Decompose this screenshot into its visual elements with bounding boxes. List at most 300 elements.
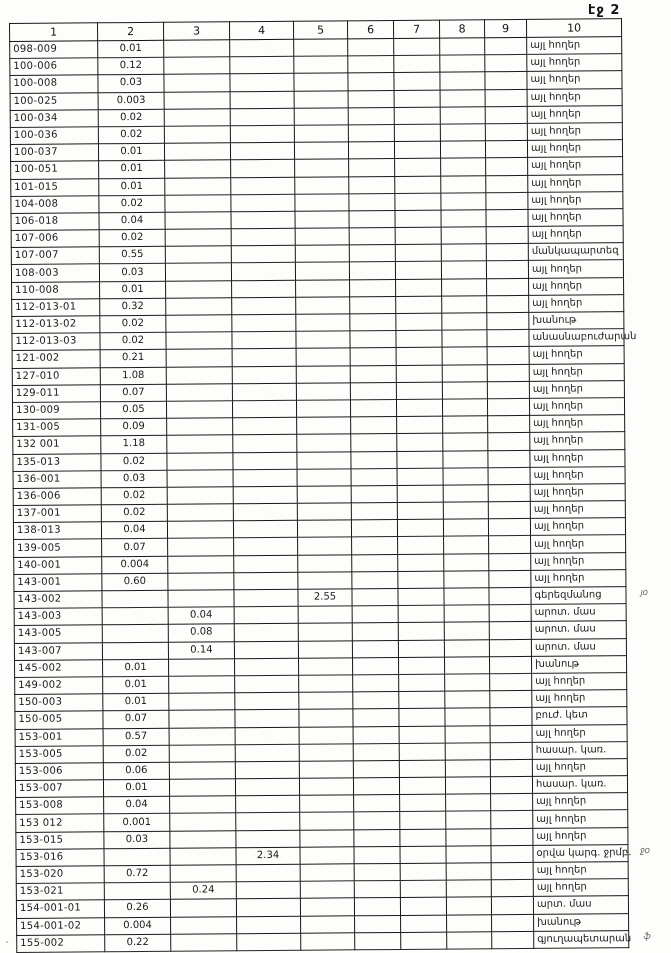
area-col2-cell: 0.26 [104, 900, 170, 918]
empty-col8-cell [440, 55, 485, 73]
empty-col8-cell [446, 811, 491, 829]
area-col5-cell [300, 829, 354, 847]
land-use-cell: այլ հողեր [527, 105, 622, 123]
area-col4-cell [234, 555, 298, 573]
area-col4-cell [235, 675, 299, 693]
empty-col6-cell [348, 73, 394, 91]
empty-col9-cell [489, 570, 531, 588]
empty-col6-cell [351, 485, 397, 503]
land-use-cell: այլ հողեր [527, 71, 622, 89]
column-header-3: 3 [163, 22, 229, 41]
land-use-cell: խանութ [529, 312, 624, 330]
area-col3-cell [165, 212, 231, 230]
area-col3-cell [164, 57, 230, 75]
area-col2-cell: 0.02 [101, 487, 167, 505]
land-use-cell: մանկապարտեզ [528, 243, 623, 261]
parcel-code-cell: 110-008 [12, 281, 100, 299]
table-row [17, 930, 629, 952]
area-col5-cell [299, 726, 353, 744]
land-use-cell: այլ հողեր [530, 449, 625, 467]
empty-col9-cell [486, 158, 528, 176]
empty-col8-cell [446, 794, 491, 812]
empty-col7-cell [395, 158, 441, 176]
area-col3-cell [167, 487, 233, 505]
parcel-code-cell: 137-001 [13, 505, 101, 523]
area-col2-cell: 0.003 [98, 92, 164, 110]
area-col5-cell [295, 262, 349, 280]
area-col3-cell: 0.24 [170, 882, 236, 900]
empty-col9-cell [492, 914, 534, 932]
parcel-code-cell: 139-005 [14, 539, 102, 557]
empty-col9-cell [490, 759, 532, 777]
area-col5-cell [298, 572, 352, 590]
area-col4-cell [230, 142, 294, 160]
empty-col7-cell [396, 382, 442, 400]
empty-col8-cell [443, 485, 488, 503]
area-col2-cell [104, 848, 170, 866]
empty-col9-cell [485, 89, 527, 107]
area-col5-cell [298, 623, 352, 641]
area-col4-cell [235, 692, 299, 710]
area-col2-cell: 0.01 [98, 143, 164, 161]
empty-col7-cell [397, 416, 443, 434]
area-col2-cell: 0.60 [102, 573, 168, 591]
empty-col7-cell [395, 262, 441, 280]
empty-col6-cell [351, 503, 397, 521]
area-col2-cell: 0.09 [101, 418, 167, 436]
area-col2-cell: 0.02 [103, 745, 169, 763]
empty-col6-cell [351, 417, 397, 435]
empty-col9-cell [487, 278, 529, 296]
parcel-code-cell: 153 012 [16, 814, 104, 832]
area-col2-cell: 0.32 [100, 298, 166, 316]
area-col3-cell [164, 143, 230, 161]
area-col4-cell [236, 795, 300, 813]
land-use-cell: այլ հողեր [528, 191, 623, 209]
empty-col7-cell [400, 880, 446, 898]
area-col5-cell [299, 744, 353, 762]
parcel-code-cell: 100-036 [10, 127, 98, 145]
area-col2-cell: 0.02 [100, 315, 166, 333]
empty-col7-cell [394, 55, 440, 73]
empty-col6-cell [348, 56, 394, 74]
area-col3-cell [169, 710, 235, 728]
empty-col9-cell [486, 261, 528, 279]
empty-col8-cell [444, 536, 489, 554]
land-use-cell: այլ հողեր [530, 501, 625, 519]
area-col4-cell [233, 486, 297, 504]
empty-col9-cell [489, 587, 531, 605]
area-col2-cell: 0.02 [101, 453, 167, 471]
area-col2-cell: 0.004 [102, 556, 168, 574]
area-col2-cell: 0.02 [99, 229, 165, 247]
area-col4-cell [232, 400, 296, 418]
area-col5-cell [299, 761, 353, 779]
empty-col9-cell [491, 897, 533, 915]
area-col3-cell [166, 315, 232, 333]
area-col4-cell [233, 521, 297, 539]
empty-col8-cell [446, 897, 491, 915]
empty-col9-cell [490, 691, 532, 709]
empty-col7-cell [395, 244, 441, 262]
area-col3-cell [167, 504, 233, 522]
area-col4-cell [234, 572, 298, 590]
empty-col9-cell [487, 312, 529, 330]
empty-col8-cell [445, 691, 490, 709]
area-col3-cell [166, 298, 232, 316]
area-col2-cell: 0.04 [99, 212, 165, 230]
empty-col9-cell [486, 226, 528, 244]
empty-col6-cell [353, 778, 399, 796]
area-col4-cell [233, 435, 297, 453]
empty-col6-cell [353, 709, 399, 727]
area-col2-cell: 0.01 [103, 693, 169, 711]
empty-col9-cell [487, 398, 529, 416]
area-col4-cell [232, 383, 296, 401]
parcel-code-cell: 135-013 [13, 453, 101, 471]
parcel-code-cell: 100-008 [10, 75, 98, 93]
area-col2-cell: 0.02 [98, 109, 164, 127]
area-col5-cell [294, 142, 348, 160]
land-use-cell: այլ հողեր [532, 673, 627, 691]
area-col3-cell [164, 40, 230, 58]
empty-col9-cell [488, 450, 530, 468]
empty-col9-cell [488, 519, 530, 537]
area-col4-cell [231, 194, 295, 212]
empty-col6-cell [349, 210, 395, 228]
parcel-code-cell: 143-001 [14, 574, 102, 592]
area-col3-cell [164, 109, 230, 127]
land-use-cell: արոտ. մաս [531, 638, 626, 656]
area-col3-cell [168, 555, 234, 573]
area-col2-cell: 0.04 [104, 797, 170, 815]
empty-col7-cell [399, 674, 445, 692]
empty-col7-cell [394, 72, 440, 90]
area-col5-cell [300, 881, 354, 899]
area-col5-cell [298, 606, 352, 624]
area-col5-cell [296, 279, 350, 297]
parcel-code-cell: 136-001 [13, 470, 101, 488]
empty-col7-cell [400, 794, 446, 812]
empty-col7-cell [394, 124, 440, 142]
empty-col9-cell [485, 123, 527, 141]
area-col5-cell: 2.55 [298, 589, 352, 607]
parcel-code-cell: 154-001-02 [17, 917, 105, 935]
empty-col9-cell [490, 776, 532, 794]
area-col5-cell [297, 486, 351, 504]
land-use-cell: այլ հողեր [528, 226, 623, 244]
area-col5-cell [296, 314, 350, 332]
empty-col6-cell [351, 434, 397, 452]
empty-col8-cell [440, 72, 485, 90]
area-col3-cell [168, 573, 234, 591]
empty-col6-cell [354, 846, 400, 864]
land-parcel-table [9, 18, 651, 953]
empty-col9-cell [489, 605, 531, 623]
empty-col9-cell [489, 656, 531, 674]
parcel-code-cell: 153-006 [15, 763, 103, 781]
parcel-code-cell: 100-034 [10, 110, 98, 128]
area-col2-cell: 1.18 [101, 436, 167, 454]
area-col2-cell: 0.07 [102, 539, 168, 557]
land-use-cell: այլ հողեր [527, 88, 622, 106]
parcel-code-cell: 138-013 [13, 522, 101, 540]
land-use-cell: այլ հողեր [532, 724, 627, 742]
area-col2-cell: 0.02 [100, 332, 166, 350]
empty-col8-cell [445, 674, 490, 692]
empty-col7-cell [397, 485, 443, 503]
area-col4-cell [232, 349, 296, 367]
empty-col9-cell [487, 347, 529, 365]
empty-col6-cell [349, 176, 395, 194]
empty-col8-cell [445, 725, 490, 743]
empty-col6-cell [349, 245, 395, 263]
empty-col8-cell [446, 828, 491, 846]
empty-col7-cell [400, 846, 446, 864]
land-use-cell: այլ հողեր [532, 690, 627, 708]
empty-col8-cell [446, 863, 491, 881]
empty-col7-cell [396, 313, 442, 331]
parcel-code-cell: 127-010 [12, 367, 100, 385]
area-col2-cell: 0.05 [100, 401, 166, 419]
area-col2-cell: 0.004 [105, 917, 171, 935]
empty-col9-cell [490, 708, 532, 726]
land-use-cell: օրվա կարգ. ջրմբ. ջօ [533, 844, 628, 862]
area-col5-cell [297, 434, 351, 452]
area-col5-cell [295, 159, 349, 177]
empty-col7-cell [400, 812, 446, 830]
land-use-cell: արոտ. մաս [531, 604, 626, 622]
empty-col6-cell [353, 674, 399, 692]
area-col2-cell: 0.02 [98, 126, 164, 144]
area-col4-cell [235, 710, 299, 728]
area-col5-cell [296, 400, 350, 418]
area-col3-cell: 0.04 [168, 607, 234, 625]
land-use-cell: խանութ [531, 655, 626, 673]
empty-col8-cell [444, 553, 489, 571]
empty-col7-cell [400, 829, 446, 847]
empty-col8-cell [440, 107, 485, 125]
area-col2-cell: 0.07 [103, 711, 169, 729]
column-header-4: 4 [229, 21, 293, 40]
area-col4-cell [236, 864, 300, 882]
empty-col7-cell [397, 519, 443, 537]
empty-col8-cell [445, 742, 490, 760]
page-number-label: էջ 2 [588, 3, 621, 18]
empty-col8-cell [442, 313, 487, 331]
empty-col9-cell [488, 467, 530, 485]
empty-col7-cell [394, 90, 440, 108]
parcel-code-cell: 100-051 [11, 161, 99, 179]
parcel-code-cell: 108-003 [11, 264, 99, 282]
parcel-code-cell: 107-007 [11, 247, 99, 265]
area-col2-cell [102, 607, 168, 625]
land-use-cell: այլ հողեր [527, 54, 622, 72]
area-col5-cell [298, 640, 352, 658]
area-col5-cell [296, 297, 350, 315]
column-header-6: 6 [347, 20, 393, 38]
empty-col6-cell [354, 898, 400, 916]
empty-col6-cell [352, 571, 398, 589]
empty-col9-cell [491, 880, 533, 898]
empty-col6-cell [351, 520, 397, 538]
parcel-code-cell: 150-003 [15, 694, 103, 712]
empty-col7-cell [397, 451, 443, 469]
land-use-cell: խանութ [534, 913, 629, 931]
area-col5-cell [299, 709, 353, 727]
parcel-code-cell: 136-006 [13, 488, 101, 506]
area-col5-cell [299, 692, 353, 710]
empty-col8-cell [441, 227, 486, 245]
land-use-cell: այլ հողեր [531, 552, 626, 570]
area-col2-cell: 0.01 [100, 281, 166, 299]
land-use-cell: այլ հողեր [531, 535, 626, 553]
column-header-8: 8 [439, 20, 484, 38]
area-col2-cell: 0.01 [99, 161, 165, 179]
empty-col6-cell [353, 692, 399, 710]
empty-col9-cell [487, 330, 529, 348]
empty-col9-cell [492, 931, 534, 949]
empty-col9-cell [488, 433, 530, 451]
land-use-cell: այլ հողեր [533, 810, 628, 828]
area-col4-cell [234, 606, 298, 624]
parcel-code-cell: 100-006 [10, 58, 98, 76]
empty-col6-cell [351, 468, 397, 486]
empty-col9-cell [485, 141, 527, 159]
parcel-code-cell: 153-015 [16, 831, 104, 849]
land-use-cell: այլ հողեր [531, 569, 626, 587]
area-col4-cell: 2.34 [236, 847, 300, 865]
empty-col6-cell [350, 382, 396, 400]
empty-col6-cell [350, 279, 396, 297]
empty-col8-cell [440, 141, 485, 159]
empty-col6-cell [352, 606, 398, 624]
area-col3-cell [171, 933, 237, 951]
empty-col7-cell [398, 640, 444, 658]
empty-col6-cell [350, 331, 396, 349]
land-use-cell: այլ հողեր [530, 518, 625, 536]
area-col4-cell [234, 589, 298, 607]
land-use-cell: այլ հողեր [530, 415, 625, 433]
parcel-code-cell: 154-001-01 [16, 900, 104, 918]
column-header-10: 10 [526, 19, 621, 38]
empty-col9-cell [489, 553, 531, 571]
empty-col7-cell [395, 210, 441, 228]
empty-col8-cell [446, 846, 491, 864]
area-col5-cell [300, 864, 354, 882]
empty-col8-cell [442, 399, 487, 417]
empty-col9-cell [486, 175, 528, 193]
empty-col9-cell [488, 484, 530, 502]
area-col3-cell [169, 779, 235, 797]
area-col5-cell [298, 658, 352, 676]
area-col4-cell [230, 91, 294, 109]
parcel-code-cell: 143-007 [14, 642, 102, 660]
area-col2-cell: 0.55 [99, 247, 165, 265]
empty-col8-cell [444, 656, 489, 674]
area-col4-cell [230, 74, 294, 92]
parcel-code-cell: 129-011 [12, 385, 100, 403]
empty-col9-cell [491, 811, 533, 829]
parcel-code-cell: 112-013-01 [12, 299, 100, 317]
empty-col6-cell [352, 554, 398, 572]
area-col4-cell [235, 744, 299, 762]
empty-col6-cell [354, 829, 400, 847]
area-col4-cell [232, 297, 296, 315]
parcel-code-cell: 143-002 [14, 591, 102, 609]
empty-col9-cell [487, 381, 529, 399]
area-col5-cell [297, 520, 351, 538]
empty-col9-cell [485, 55, 527, 73]
area-col5-cell [300, 847, 354, 865]
empty-col7-cell [399, 777, 445, 795]
area-col3-cell: 0.08 [168, 624, 234, 642]
area-col5-cell [300, 812, 354, 830]
area-col2-cell: 0.06 [103, 762, 169, 780]
area-col4-cell [237, 933, 301, 951]
empty-col6-cell [352, 640, 398, 658]
parcel-code-cell: 153-007 [15, 780, 103, 798]
area-col2-cell: 0.21 [100, 350, 166, 368]
empty-col7-cell [398, 657, 444, 675]
area-col2-cell: 0.03 [101, 470, 167, 488]
area-col4-cell [233, 417, 297, 435]
land-use-cell: այլ հողեր [529, 277, 624, 295]
area-col3-cell: 0.14 [168, 641, 234, 659]
area-col5-cell [296, 331, 350, 349]
area-col5-cell [301, 915, 355, 933]
area-col4-cell [234, 624, 298, 642]
parcel-code-cell: 155-002 [17, 935, 105, 953]
area-col5-cell [294, 39, 348, 57]
empty-col6-cell [349, 193, 395, 211]
area-col5-cell [294, 73, 348, 91]
empty-col6-cell [355, 915, 401, 933]
area-col3-cell [170, 796, 236, 814]
empty-col6-cell [354, 795, 400, 813]
area-col4-cell [236, 881, 300, 899]
land-use-cell: այլ հողեր [533, 862, 628, 880]
empty-col7-cell [398, 605, 444, 623]
empty-col8-cell [444, 622, 489, 640]
empty-col8-cell [443, 502, 488, 520]
empty-col7-cell [396, 296, 442, 314]
empty-col9-cell [489, 622, 531, 640]
empty-col8-cell [444, 571, 489, 589]
land-use-cell: այլ հողեր [529, 398, 624, 416]
area-col3-cell [166, 280, 232, 298]
area-col4-cell [231, 160, 295, 178]
area-col3-cell [165, 194, 231, 212]
area-col2-cell: 0.03 [104, 831, 170, 849]
empty-col8-cell [443, 416, 488, 434]
handwritten-margin-note: յօ [640, 588, 648, 599]
area-col2-cell [104, 882, 170, 900]
empty-col9-cell [490, 673, 532, 691]
empty-col9-cell [486, 209, 528, 227]
empty-col7-cell [398, 554, 444, 572]
area-col5-cell [295, 245, 349, 263]
empty-col9-cell [485, 72, 527, 90]
land-use-cell: գյուղապետարան ֆ [534, 930, 629, 948]
land-use-cell: այլ հողեր [527, 37, 622, 55]
area-col5-cell [297, 503, 351, 521]
area-col2-cell: 0.01 [98, 40, 164, 58]
area-col3-cell [167, 435, 233, 453]
area-col3-cell [165, 177, 231, 195]
empty-col6-cell [354, 812, 400, 830]
land-use-cell: անասնաբուժարան [529, 329, 624, 347]
